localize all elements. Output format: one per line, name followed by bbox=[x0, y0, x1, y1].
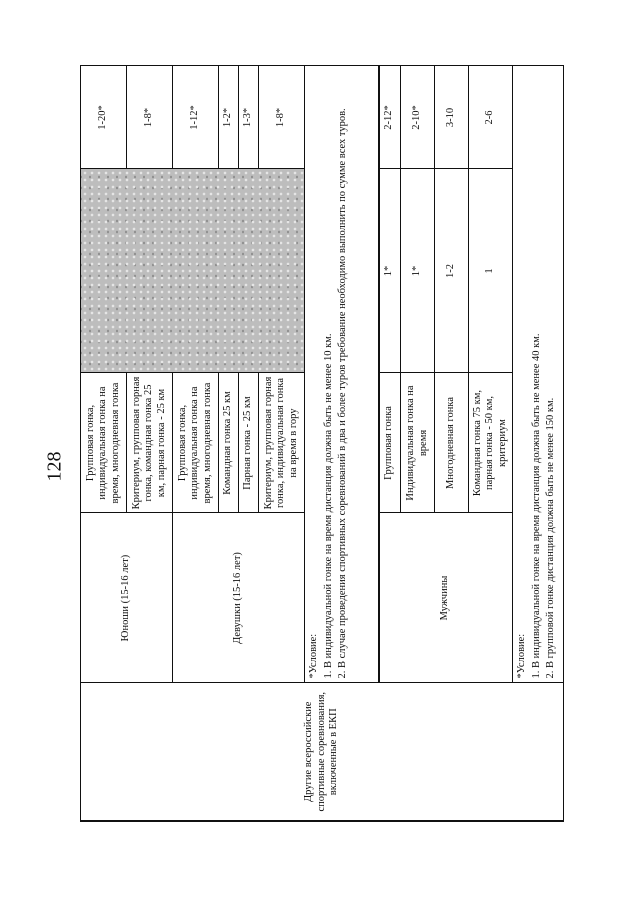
place-cell: 3-10 bbox=[435, 66, 469, 169]
event-cell: Критериум, групповая горная гонка, индивидуальная гонка на время в гору bbox=[259, 373, 305, 513]
event-cell: Многодневная гонка bbox=[435, 373, 469, 513]
place-cell: 1-8* bbox=[259, 66, 305, 169]
place-cell: 1-2* bbox=[219, 66, 239, 169]
note-title: *Условие: bbox=[516, 633, 527, 679]
event-cell: Командная гонка 25 км bbox=[219, 373, 239, 513]
group-cell-youth-m: Юноши (15-16 лет) bbox=[81, 513, 173, 683]
place-cell: 1-20* bbox=[81, 66, 127, 169]
condition-note-1 bbox=[305, 66, 379, 683]
place-cell: 2-10* bbox=[401, 66, 435, 169]
rotated-table-sheet bbox=[80, 67, 560, 822]
place-cell: 1-8* bbox=[127, 66, 173, 169]
place-cell: 2-12* bbox=[379, 66, 401, 169]
col-a-cell: 1-2 bbox=[435, 169, 469, 373]
col-a-cell: 1* bbox=[379, 169, 401, 373]
col-a-cell: 1 bbox=[469, 169, 513, 373]
group-cell-youth-f: Девушки (15-16 лет) bbox=[173, 513, 305, 683]
event-cell: Групповая гонка, индивидуальная гонка на время, многодневная гонка bbox=[173, 373, 219, 513]
place-cell: 2-6 bbox=[469, 66, 513, 169]
note-item: 2. В случае проведения спортивных соревнований в два и более туров требование необходимо выполнить по сумме всех туров. bbox=[337, 108, 349, 679]
note-item: 2. В групповой гонке дистанция должна быть не менее 150 км. bbox=[545, 397, 557, 679]
page-number: 128 bbox=[43, 451, 66, 482]
hatched-cell bbox=[81, 169, 305, 373]
qualification-table bbox=[80, 65, 564, 822]
note-item: 1. В индивидуальной гонке на время дистанция должна быть не менее 10 км. bbox=[322, 333, 334, 679]
event-cell: Индивидуальная гонка на время bbox=[401, 373, 435, 513]
event-cell: Групповая гонка, индивидуальная гонка на время, многодневная гонка bbox=[81, 373, 127, 513]
condition-note-2 bbox=[513, 66, 564, 683]
event-cell: Командная гонка 75 км, парная гонка - 50 км, критериум bbox=[469, 373, 513, 513]
event-cell: Критериум, групповая горная гонка, командная гонка 25 км, парная гонка - 25 км bbox=[127, 373, 173, 513]
place-cell: 1-12* bbox=[173, 66, 219, 169]
note-item: 1. В индивидуальной гонке на время дистанция должна быть не менее 40 км. bbox=[530, 333, 542, 679]
place-cell: 1-3* bbox=[239, 66, 259, 169]
note-title: *Условие: bbox=[308, 633, 319, 679]
col-a-cell: 1* bbox=[401, 169, 435, 373]
table-row bbox=[81, 66, 127, 821]
category-cell: Другие всероссийские спортивные соревнования, включенные в ЕКП bbox=[81, 683, 564, 821]
event-cell: Групповая гонка bbox=[379, 373, 401, 513]
group-cell-men: Мужчины bbox=[379, 513, 513, 683]
event-cell: Парная гонка - 25 км bbox=[239, 373, 259, 513]
